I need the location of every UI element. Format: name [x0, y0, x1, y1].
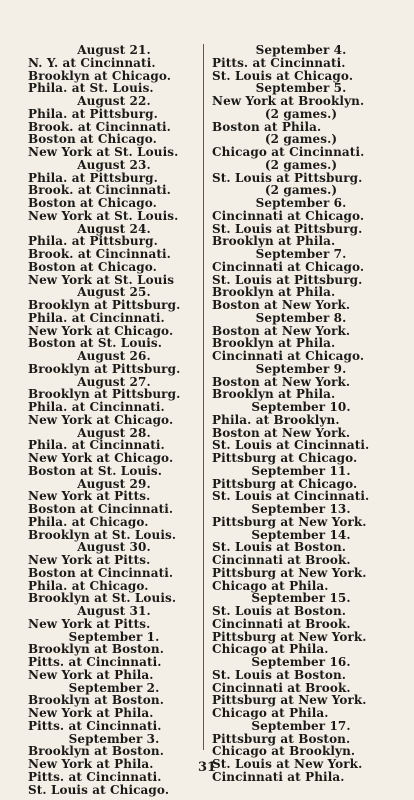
schedule-game-entry: Pitts. at Cincinnati.	[28, 769, 162, 784]
schedule-game-entry: Brooklyn at Boston.	[28, 642, 164, 657]
schedule-game-entry: Chicago at Cincinnati.	[212, 145, 365, 159]
schedule-game-entry: St. Louis at New York.	[212, 757, 363, 771]
schedule-game-entry: Cincinnati at Chicago.	[212, 259, 365, 274]
schedule-game-entry: Cincinnati at Phila.	[212, 769, 345, 784]
schedule-date-heading: August 31.	[77, 604, 151, 618]
schedule-game-entry: Pittsburg at Boston.	[212, 731, 351, 746]
schedule-game-entry: St. Louis at Boston.	[212, 667, 347, 682]
schedule-game-entry: New York at Pitts.	[28, 553, 151, 567]
schedule-game-entry: Phila. at Cincinnati.	[28, 400, 165, 414]
schedule-game-entry: Pittsburg at New York.	[212, 693, 367, 708]
schedule-game-entry: Pitts. at Cincinnati.	[212, 55, 346, 70]
schedule-game-entry: Boston at Chicago.	[28, 132, 157, 147]
schedule-game-entry: Brook. at Cincinnati.	[28, 119, 171, 134]
schedule-note: (2 games.)	[264, 183, 338, 198]
schedule-date-heading: September 16.	[251, 655, 351, 669]
schedule-date-heading: September 5.	[255, 81, 347, 96]
schedule-game-entry: New York at Chicago.	[28, 451, 174, 465]
schedule-game-entry: Cincinnati at Chicago.	[212, 208, 365, 223]
schedule-date-heading: August 23.	[77, 157, 151, 172]
schedule-game-entry: Pitts. at Cincinnati.	[28, 718, 162, 733]
schedule-game-entry: Brook. at Cincinnati.	[28, 183, 171, 198]
column-divider	[203, 44, 204, 750]
schedule-game-entry: St. Louis at Pittsburg.	[212, 272, 363, 287]
schedule-game-entry: Boston at Phila.	[212, 119, 322, 134]
schedule-game-entry: Boston at Cincinnati.	[28, 502, 174, 516]
schedule-date-heading: September 2.	[68, 680, 160, 695]
schedule-game-entry: Boston at St. Louis.	[28, 463, 163, 478]
schedule-game-entry: Chicago at Brooklyn.	[212, 744, 356, 759]
schedule-date-heading: August 22.	[77, 94, 151, 108]
schedule-game-entry: Brooklyn at Pittsburg.	[28, 387, 181, 402]
schedule-game-entry: New York at Chicago.	[28, 323, 174, 338]
schedule-date-heading: September 10.	[251, 400, 351, 414]
schedule-game-entry: Boston at Chicago.	[28, 196, 157, 210]
schedule-game-entry: Brooklyn at Phila.	[212, 285, 336, 300]
schedule-game-entry: Boston at Chicago.	[28, 259, 157, 274]
schedule-game-entry: Brooklyn at St. Louis.	[28, 591, 177, 606]
schedule-game-entry: New York at Brooklyn.	[212, 94, 365, 108]
schedule-date-heading: September 14.	[251, 527, 351, 542]
schedule-game-entry: Brooklyn at Pittsburg.	[28, 298, 181, 312]
schedule-game-entry: Boston at St. Louis.	[28, 336, 163, 351]
schedule-game-entry: Chicago at Phila.	[212, 578, 329, 593]
schedule-game-entry: St. Louis at Cincinnati.	[212, 489, 370, 504]
schedule-game-entry: Boston at New York.	[212, 425, 351, 440]
schedule-date-heading: August 26.	[77, 349, 151, 363]
schedule-game-entry: New York at Pitts.	[28, 489, 151, 504]
schedule-game-entry: Boston at New York.	[212, 374, 351, 389]
schedule-date-heading: September 13.	[251, 502, 351, 516]
schedule-date-heading: September 4.	[255, 43, 347, 57]
schedule-note: (2 games.)	[264, 132, 338, 147]
schedule-game-entry: St. Louis at Chicago.	[28, 782, 170, 797]
schedule-game-entry: Phila. at St. Louis.	[28, 81, 154, 96]
schedule-date-heading: September 6.	[255, 196, 347, 210]
schedule-game-entry: Chicago at Phila.	[212, 642, 329, 657]
schedule-game-entry: Phila. at Cincinnati.	[28, 310, 165, 325]
schedule-game-entry: Phila. at Cincinnati.	[28, 438, 165, 453]
schedule-game-entry: St. Louis at Pittsburg.	[212, 170, 363, 185]
schedule-note: (2 games.)	[264, 106, 338, 121]
schedule-game-entry: Phila. at Chicago.	[28, 578, 149, 593]
schedule-column-left	[28, 44, 200, 796]
schedule-game-entry: New York at St. Louis.	[28, 145, 179, 159]
schedule-game-entry: Phila. at Pittsburg.	[28, 170, 158, 185]
schedule-game-entry: Pittsburg at New York.	[212, 629, 367, 644]
schedule-game-entry: Pittsburg at Chicago.	[212, 476, 358, 491]
schedule-date-heading: August 29.	[77, 476, 151, 491]
schedule-column-right	[212, 44, 390, 784]
page-number: 31	[197, 760, 217, 775]
schedule-game-entry: New York at Phila.	[28, 667, 154, 682]
schedule-game-entry: Boston at New York.	[212, 323, 351, 338]
schedule-game-entry: Pittsburg at New York.	[212, 565, 367, 580]
schedule-date-heading: September 7.	[255, 247, 347, 261]
schedule-date-heading: September 11.	[251, 463, 351, 478]
schedule-game-entry: Cincinnati at Brook.	[212, 616, 351, 631]
schedule-game-entry: St. Louis at Cincinnati.	[212, 438, 370, 453]
schedule-game-entry: New York at Pitts.	[28, 616, 151, 631]
schedule-game-entry: Phila. at Chicago.	[28, 514, 149, 529]
schedule-date-heading: September 17.	[251, 718, 351, 733]
schedule-game-entry: Chicago at Phila.	[212, 706, 329, 720]
schedule-game-entry: New York at St. Louis	[28, 272, 175, 287]
schedule-game-entry: Brooklyn at Chicago.	[28, 68, 171, 83]
schedule-game-entry: New York at Chicago.	[28, 412, 174, 427]
schedule-game-entry: Boston at Cincinnati.	[28, 565, 174, 580]
schedule-game-entry: Pittsburg at Chicago.	[212, 451, 358, 465]
schedule-game-entry: Cincinnati at Brook.	[212, 680, 351, 695]
schedule-game-entry: Brooklyn at St. Louis.	[28, 527, 177, 542]
schedule-game-entry: Brooklyn at Boston.	[28, 693, 164, 708]
schedule-game-entry: St. Louis at Chicago.	[212, 68, 354, 83]
schedule-date-heading: August 28.	[77, 425, 151, 440]
schedule-game-entry: Brooklyn at Phila.	[212, 234, 336, 249]
schedule-date-heading: August 25.	[77, 285, 151, 300]
schedule-game-entry: New York at Phila.	[28, 706, 154, 720]
schedule-game-entry: Phila. at Pittsburg.	[28, 234, 158, 249]
schedule-date-heading: September 15.	[251, 591, 351, 606]
schedule-game-entry: Phila. at Pittsburg.	[28, 106, 158, 121]
schedule-game-entry: Pittsburg at New York.	[212, 514, 367, 529]
schedule-date-heading: September 9.	[255, 361, 347, 376]
schedule-date-heading: August 24.	[77, 221, 151, 236]
schedule-note: (2 games.)	[264, 157, 338, 172]
schedule-game-entry: Brooklyn at Pittsburg.	[28, 361, 181, 376]
schedule-game-entry: Phila. at Brooklyn.	[212, 412, 340, 427]
schedule-date-heading: September 1.	[68, 629, 160, 644]
schedule-game-entry: Boston at New York.	[212, 298, 351, 312]
schedule-game-entry: Pitts. at Cincinnati.	[28, 655, 162, 669]
schedule-game-entry: New York at St. Louis.	[28, 208, 179, 223]
schedule-game-entry: Brooklyn at Boston.	[28, 744, 164, 759]
schedule-date-heading: August 21.	[77, 43, 151, 57]
schedule-game-entry: St. Louis at Boston.	[212, 540, 347, 555]
schedule-date-heading: August 30.	[77, 540, 151, 555]
schedule-game-entry: Cincinnati at Brook.	[212, 553, 351, 567]
schedule-game-entry: Cincinnati at Chicago.	[212, 349, 365, 363]
schedule-game-entry: St. Louis at Pittsburg.	[212, 221, 363, 236]
schedule-date-heading: August 27.	[77, 374, 151, 389]
schedule-game-entry: Brooklyn at Phila.	[212, 336, 336, 351]
schedule-date-heading: September 8.	[255, 310, 347, 325]
schedule-game-entry: New York at Phila.	[28, 757, 154, 771]
schedule-game-entry: St. Louis at Boston.	[212, 604, 347, 618]
schedule-game-entry: Brook. at Cincinnati.	[28, 247, 171, 261]
schedule-game-entry: Brooklyn at Phila.	[212, 387, 336, 402]
schedule-date-heading: September 3.	[68, 731, 160, 746]
schedule-game-entry: N. Y. at Cincinnati.	[28, 55, 156, 70]
